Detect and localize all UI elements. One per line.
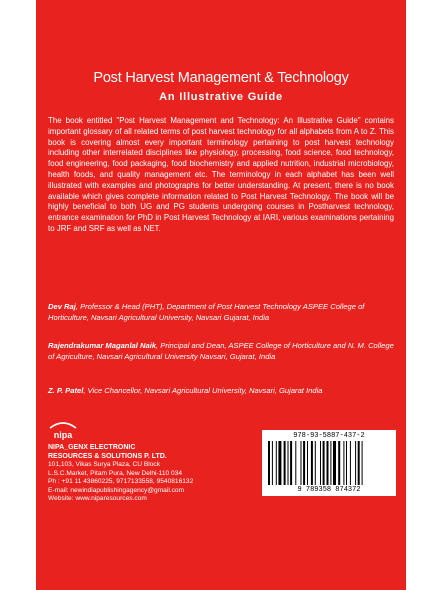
publisher-address: 101,103, Vikas Surya Plaza, CU Block bbox=[48, 461, 161, 468]
barcode-bars bbox=[266, 441, 392, 485]
publisher-email: E-mail: newindiapublishingagency@gmail.com bbox=[48, 486, 185, 494]
author-details: , Principal and Dean, ASPEE College of Horticulture and N. M. College of Agriculture, Navsari Agricultural University Navsari, Gujarat, India bbox=[48, 341, 394, 361]
isbn-barcode bbox=[262, 430, 396, 496]
publisher-info bbox=[48, 443, 248, 504]
isbn-number: 978-93-5887-437-2 bbox=[293, 432, 365, 440]
author-block bbox=[48, 302, 394, 324]
book-subtitle: An Illustrative Guide bbox=[159, 91, 283, 103]
publisher-website: Website: www.niparesources.com bbox=[48, 495, 147, 503]
publisher-address: L.S.C.Market, Pitam Pura, New Delhi-110 034 bbox=[48, 469, 183, 477]
author-block bbox=[48, 341, 394, 363]
author-name: Dev Raj bbox=[48, 302, 76, 311]
author-block bbox=[48, 386, 394, 397]
publisher-name: NIPA_GENX ELECTRONIC bbox=[48, 444, 136, 451]
logo-text: nipa bbox=[53, 430, 73, 440]
book-description: The book entitled "Post Harvest Management and Technology: An Illustrative Guide" contains important glossary of all related terms of post harvest technology for all alphabets from A to Z. This book is covering almost every important terminology pertaining to post harvest technology including other interrelated disciplines like physiology, processing, food science, food technology, food engineering, food packaging, food biochemistry and applied nutrition, industrial microbiology, health foods, and quality management etc. The terminology in each alphabet has been well illustrated with examples and photographs for better understanding. At present, there is no book available which gives complete information related to Post Harvest Technology. The book will be highly beneficial to both UG and PG students undergoing courses in Postharvest technology, entrance examination for PhD in Post Harvest Technology at IARI, various examinations pertaining to JRF and SRF as well as NET. bbox=[48, 116, 394, 233]
author-details: , Professor & Head (PHT), Department of Post Harvest Technology ASPEE College of Horticulture, Navsari Agricultural University, Navsari Gujarat, India bbox=[48, 302, 365, 322]
back-cover bbox=[36, 0, 406, 590]
publisher-name: RESOURCES & SOLUTIONS P. LTD. bbox=[48, 453, 167, 460]
author-details: , Vice Chancellor, Navsari Agricultural University, Navsari, Gujarat India bbox=[83, 386, 323, 395]
isbn-digits: 9 789358 874372 bbox=[297, 486, 361, 494]
book-title: Post Harvest Management & Technology bbox=[93, 70, 349, 86]
author-name: Z. P. Patel bbox=[48, 386, 84, 395]
publisher-phone: Ph : +91 11 43860225, 9717133558, 9540816132 bbox=[48, 478, 194, 486]
nipa-logo bbox=[48, 420, 78, 440]
author-name: Rajendrakumar Maganlal Naik bbox=[48, 341, 157, 350]
